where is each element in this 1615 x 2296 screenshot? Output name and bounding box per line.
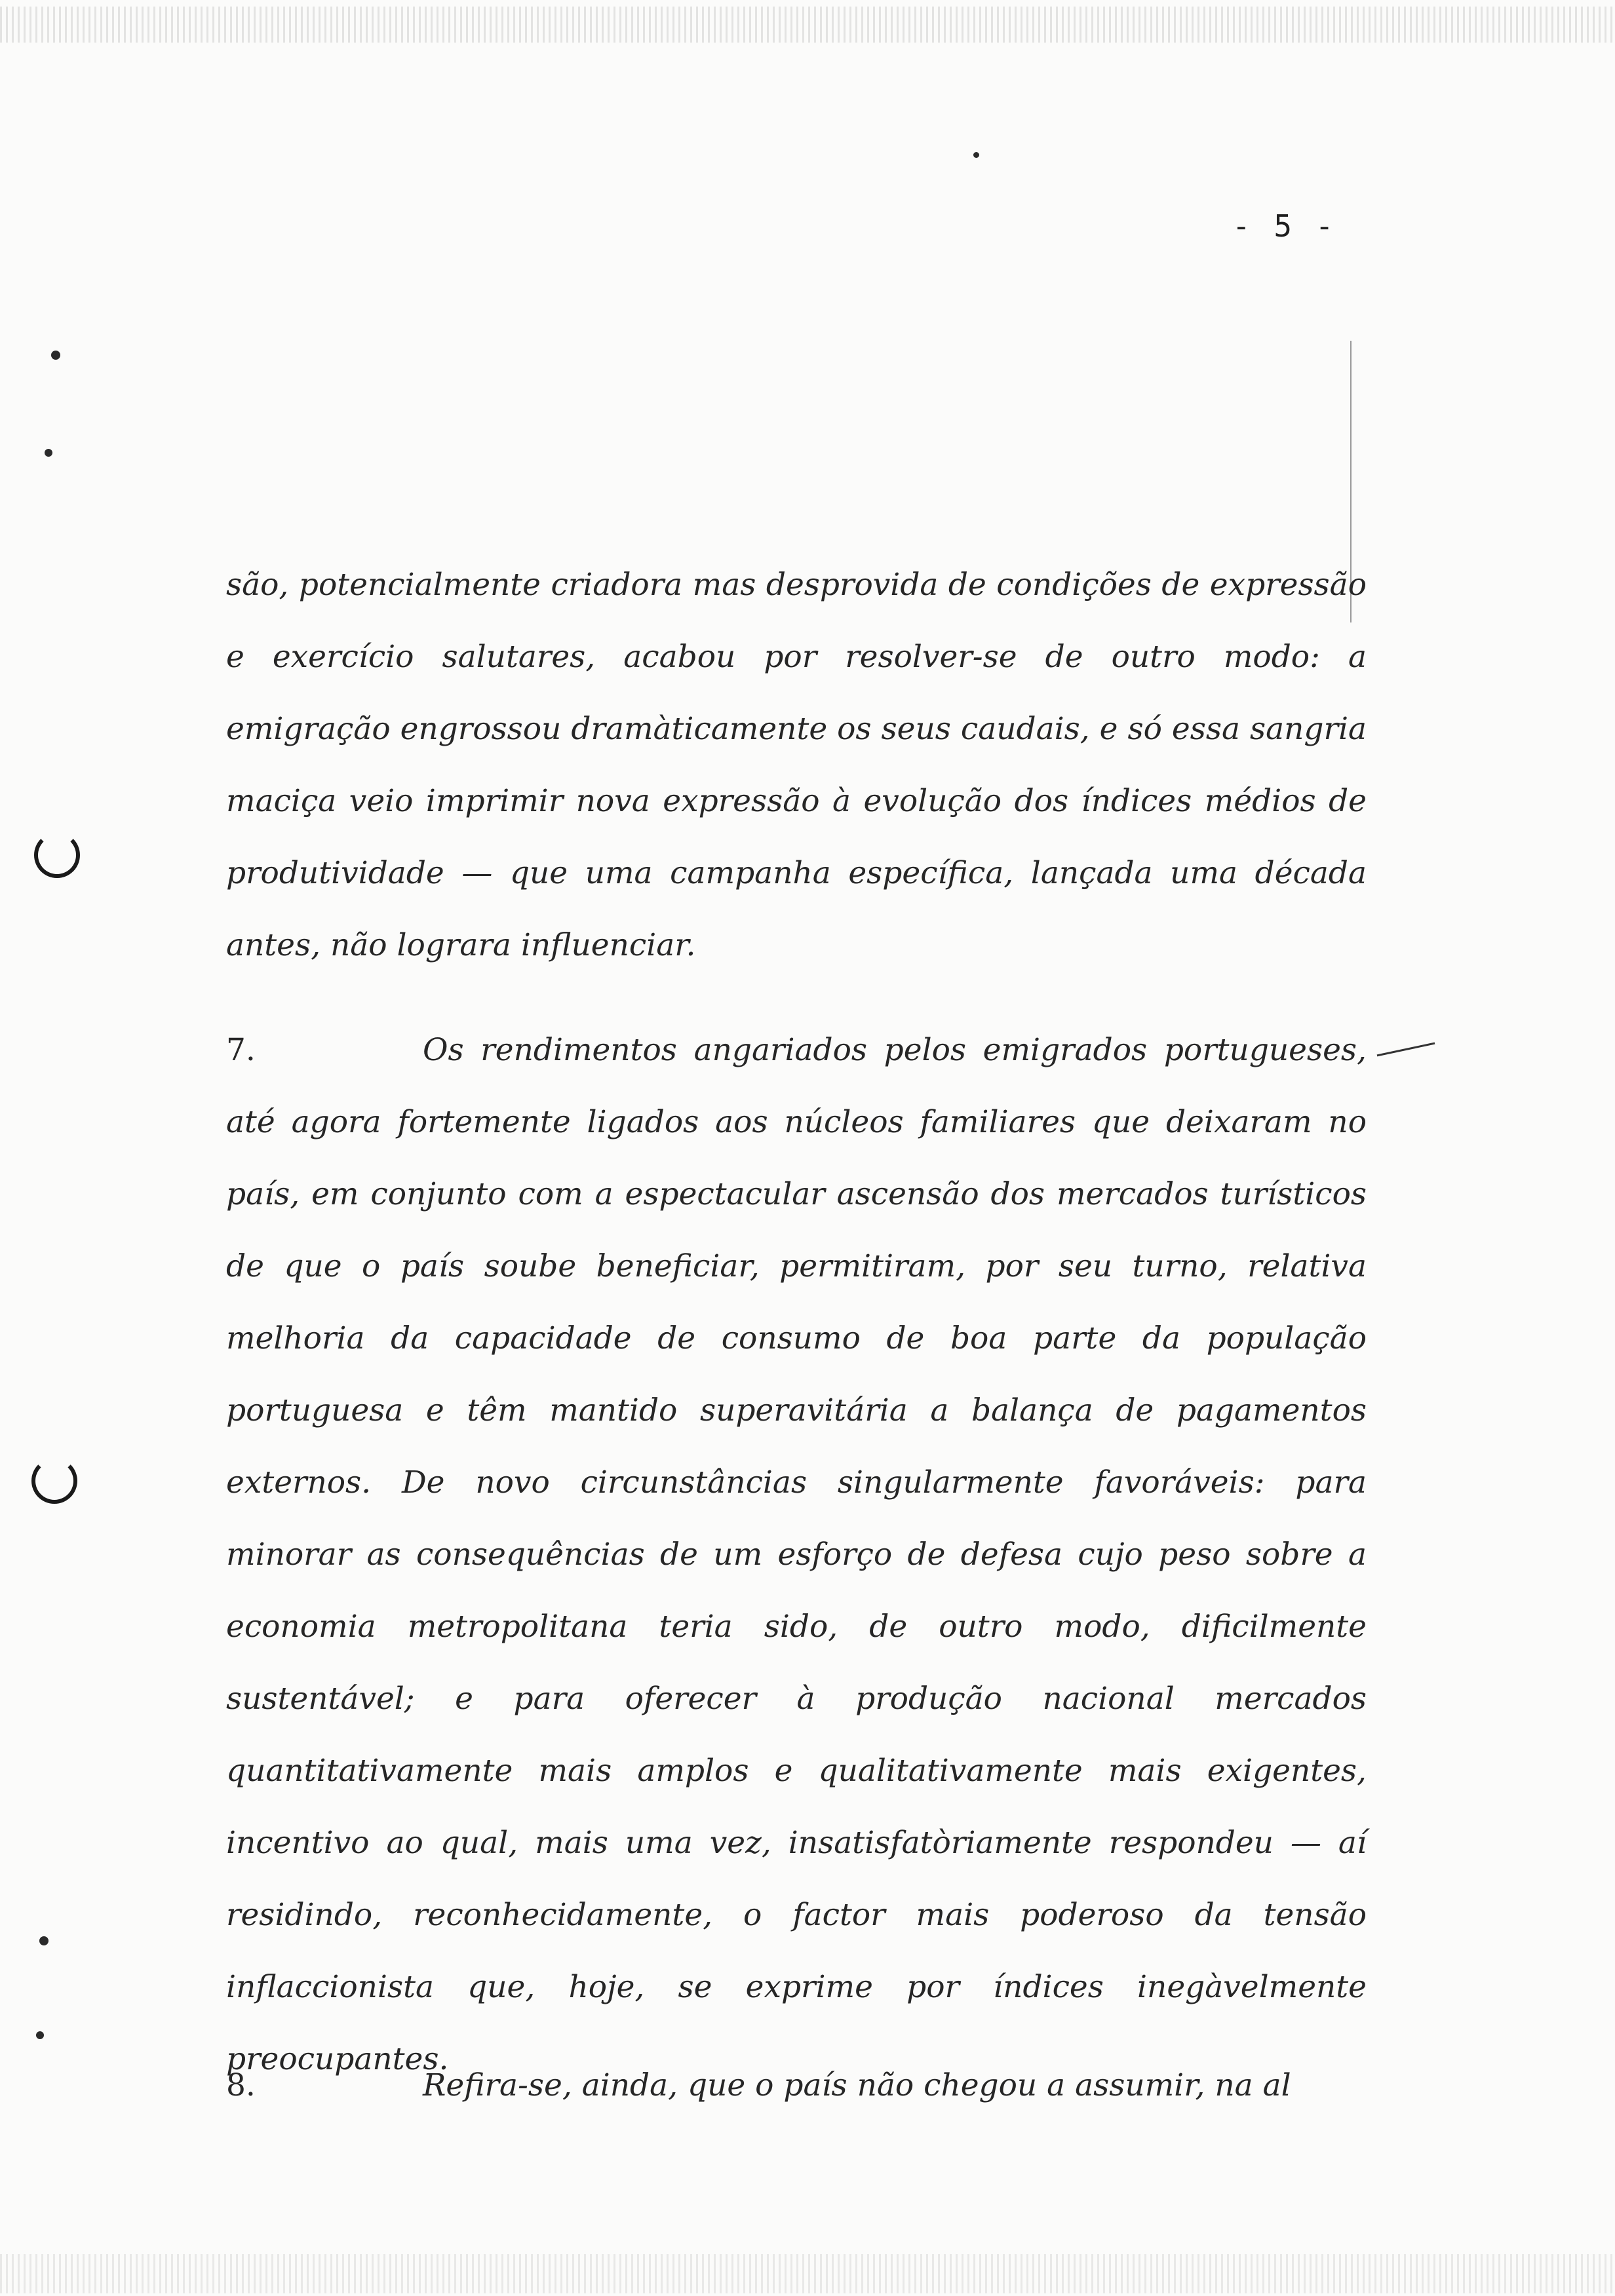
- ink-speck: [36, 2031, 44, 2039]
- paragraph-continuation: [226, 549, 1367, 982]
- page-number: - 5 -: [1232, 208, 1336, 244]
- margin-pen-stroke: [1377, 1043, 1435, 1057]
- paragraph-7: [226, 1014, 1367, 2095]
- bottom-scan-noise: [0, 2254, 1615, 2293]
- punch-hole-icon: [34, 832, 80, 878]
- paragraph-text: são, potencialmente criadora mas desprovida de condições de expressão e exercício salutares, acabou por resolver-se de outro modo: a emigração engrossou dramàticamente os seus caudais, e só essa sangria maciça veio imprimir nova expressão à evolução dos índices médios de produtividade — que uma campanha específica, lançada uma década antes, não lograra influenciar.: [226, 567, 1367, 963]
- paragraph-number: 7.: [226, 1032, 256, 1068]
- paragraph-text: Refira-se, ainda, que o país não chegou a assumir, na al: [423, 2067, 1291, 2103]
- ink-speck: [39, 1936, 49, 1945]
- paragraph-text: Os rendimentos angariados pelos emigrados portugueses, até agora fortemente ligados aos núcleos familiares que deixaram no país, em conjunto com a espectacular ascensão dos mercados turísticos de que o país soube beneficiar, permitiram, por seu turno, relativa melhoria da capacidade de consumo de boa parte da população portuguesa e têm mantido superavitária a balança de pagamentos externos. De novo circunstâncias singularmente favoráveis: para minorar as consequências de um esforço de defesa cujo peso sobre a economia metropolitana teria sido, de outro modo, dificilmente sustentável; e para oferecer à produção nacional mercados quantitativamente mais amplos e qualitativamente mais exigentes, incentivo ao qual, mais uma vez, insatisfatòriamente respondeu — aí residindo, reconhecidamente, o factor mais poderoso da tensão inflaccionista que, hoje, se exprime por índices inegàvelmente preocupantes.: [226, 1032, 1367, 2077]
- ink-speck: [51, 351, 60, 360]
- ink-speck: [973, 152, 979, 158]
- paragraph-number: 8.: [226, 2067, 256, 2103]
- punch-hole-icon: [31, 1458, 77, 1504]
- paragraph-8: [226, 2050, 1367, 2122]
- top-scan-noise: [0, 7, 1615, 43]
- ink-speck: [45, 449, 52, 457]
